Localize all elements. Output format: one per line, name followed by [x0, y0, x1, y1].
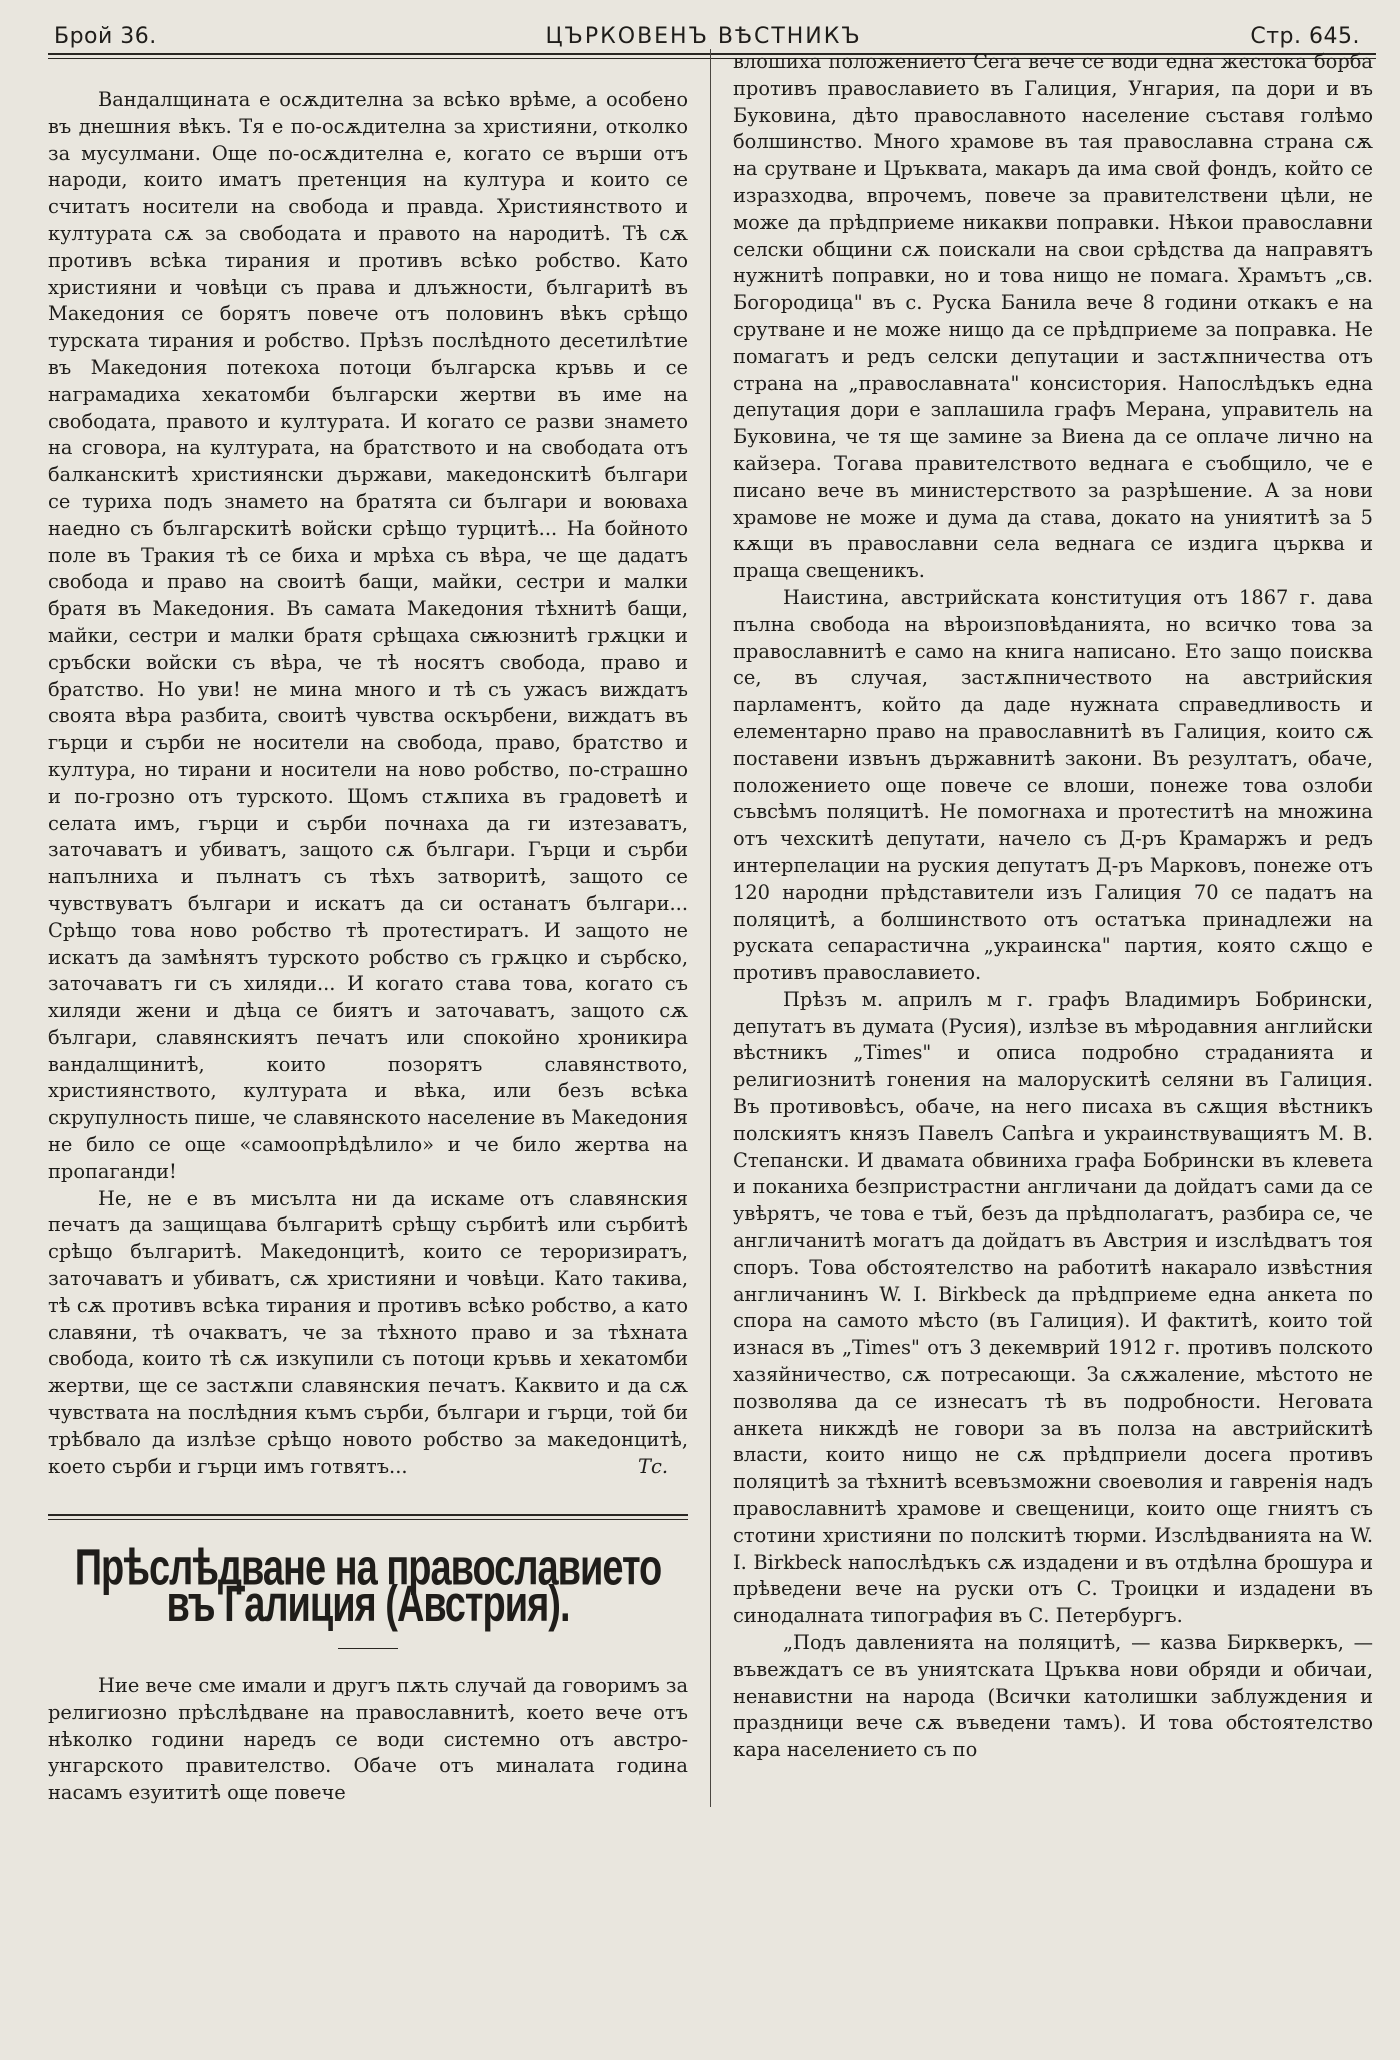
page-number: Стр. 645. — [1250, 24, 1360, 49]
article-paragraph: Ние вече сме имали и другъ пѫть случай да говоримъ за религиозно прѣслѣдване на православнитѣ, което вече отъ нѣколко години наредъ се води системно отъ австро-унгарското правителство. Обаче отъ миналата година насамъ езуититѣ още повече — [48, 1674, 688, 1805]
article-paragraph: Вандалщината е осѫдителна за всѣко врѣме, а особено въ днешния вѣкъ. Тя е по-осѫдителна за християни, отколко за мусулмани. Още по-осѫдителна е, когато се върши отъ народи, които иматъ претенция на култура и които се считатъ носители на свобода и правда. Християнството и културата сѫ за свободата и правото на народитѣ. Тѣ сѫ противъ всѣка тирания и противъ всѣко робство. Като християни и човѣци съ права и длъжности, българитѣ въ Македония се борятъ повече отъ половинъ вѣкъ срѣщо турската тирания и робство. Прѣзъ послѣдното десетилѣтие въ Македония потекоха потоци българска кръвь и се награмадиха хекатомби български жертви въ име на свободата, правото и културата. И когато се разви знамето на сговора, на културата, на братството и на свободата отъ балканскитѣ християнски държави, македонскитѣ българи се туриха подъ знамето на братята си българи и воюваха наедно съ българскитѣ войски срѣщо турцитѣ... На бойното поле въ Тракия тѣ се биха и мрѣха съ вѣра, че ще дадатъ свобода и право на своитѣ бащи, майки, сестри и малки братя въ Македония. Въ самата Македония тѣхнитѣ бащи, майки, сестри и малки братя срѣщаха сѭюзнитѣ грѫцки и сръбски войски съ вѣра, че тѣ носятъ свобода, право и братство. Но уви! не мина много и тѣ съ ужасъ виждатъ своята вѣра разбита, своитѣ чувства оскърбени, виждатъ въ гърци и сърби не носители на свобода, право, братство и култура, но тирани и носители на ново робство, по-страшно и по-грозно отъ турското. Щомъ стѫпиха въ градоветѣ и селата имъ, гърци и сърби почнаха да ги изтезаватъ, заточаватъ и убиватъ, защото сѫ българи. Гърци и сърби напълниха и пълнатъ съ тѣхъ затворитѣ, защото се чувствуватъ българи и искатъ да си останатъ българи... Срѣщо това ново робство тѣ протестиратъ. И защото не искатъ да замѣнятъ турското робство съ грѫцко и сърбско, заточаватъ ги съ хиляди... И когато става това, когато съ хиляди жени и дѣца се биятъ и заточаватъ, защото сѫ българи, славянскиятъ печатъ или спокойно хроникира вандалщинитѣ, които позорятъ славянството, християнството, културата и вѣка, или безъ всѣка скрупулность пише, че славянското население въ Македония не било се още «самоопрѣдѣлило» и че било жертва на пропаганди! — [48, 88, 688, 1183]
article-paragraph: влошиха положението Сега вече се води една жестока борба противъ православието въ Галиция, Унгария, па дори и въ Буковина, дѣто православното население съставя голѣмо болшинство. Много храмове въ тая православна страна сѫ на срутване и Цръквата, макаръ да има свой фондъ, който се изразходва, впрочемъ, повече за правителствени цѣли, не може да прѣдприеме никакви поправки. Нѣкои православни селски общини сѫ поискали на свои срѣдства да направятъ нужнитѣ поправки, но и това нищо не помага. Храмътъ „св. Богородица" въ с. Руска Банила вече 8 години откакъ е на срутване и не може нищо да се прѣдприеме за поправка. Не помагатъ и редъ селски депутации и застѫпничества отъ страна на „православната" консистория. Напослѣдъкъ една депутация дори е заплашила графъ Мерана, управитель на Буковина, че тя ще замине за Виена да се оплаче лично на кайзера. Тогава правителството веднага е съобщило, че е писано вече въ министерството за разрѣшение. А за нови храмове не може и дума да става, докато на униятитѣ за 5 кѫщи въ православни села веднага се издига църква и праща свещеникъ. — [733, 50, 1373, 583]
article-columns — [48, 50, 1376, 1807]
section-title: Прѣслѣдване на православието въ Галиция (Австрия). — [74, 1540, 662, 1634]
article-paragraph: Не, не е въ мисълта ни да искаме отъ славянския печатъ да защищава българитѣ срѣщу сърбитѣ или сърбитѣ срѣщо българитѣ. Македонцитѣ, които се тероризиратъ, заточаватъ и убиватъ, сѫ християни и човѣци. Като такива, тѣ сѫ противъ всѣка тирания и противъ всѣко робство, а като славяни, тѣ очакватъ, че за тѣхното право и за тѣхната свобода, които тѣ сѫ изкупили съ потоци кръвь и хекатомби жертви, ще се застѫпи славянския печатъ. Каквито и да сѫ чувствата на послѣдния къмъ сърби, българи и гърци, той би трѣбвало да излѣзе срѣщо новото робство за македонцитѣ, което сърби и гърци имъ готвятъ... — [48, 1186, 688, 1478]
right-column — [710, 49, 1373, 1807]
title-underline — [338, 1648, 398, 1649]
article-signature: Тс. — [638, 1454, 668, 1478]
article-paragraph: „Подъ давленията на поляцитѣ, — казва Биркверкъ, — въвеждатъ се въ униятската Цръква нови обряди и обичаи, ненавистни на народа (Всички католишки заблуждения и праздници вече сѫ въведени тамъ). И това обстоятелство кара населението съ по — [733, 1631, 1373, 1762]
issue-number: Брой 36. — [54, 24, 157, 49]
newspaper-title: ЦЪРКОВЕНЪ ВѢСТНИКЪ — [545, 24, 862, 49]
section-divider — [48, 1514, 688, 1520]
article-paragraph: Наистина, австрийската конституция отъ 1867 г. дава пълна свобода на вѣроизповѣданията, но всичко това за православнитѣ е само на книга написано. Ето защо поисква се, въ случая, застѫпничеството на австрийския парламентъ, който да даде нужната справедливость и елементарно право на православнитѣ въ Галиция, които сѫ поставени извънъ държавнитѣ закони. Въ резултатъ, обаче, положението още повече се влоши, понеже това озлоби съвсѣмъ поляцитѣ. Не помогнаха и протеститѣ на множина отъ чехскитѣ депутати, начело съ Д-ръ Крамаржъ и редъ интерпелации на руския депутатъ Д-ръ Марковъ, понеже отъ 120 народни прѣдставители изъ Галиция 70 се падатъ на поляцитѣ, а болшинството отъ остатъка принадлежи на руската сепарастична „украинска" партия, която сѫщо е противъ православието. — [733, 585, 1373, 985]
left-column — [48, 87, 710, 1807]
article-paragraph: Прѣзъ м. априлъ м г. графъ Владимиръ Бобрински, депутатъ въ думата (Русия), излѣзе въ мѣродавния английски вѣстникъ „Times" и описа подробно страданията и религиознитѣ гонения на малорускитѣ селяни въ Галиция. Въ противовѣсъ, обаче, на него писаха въ сѫщия вѣстникъ полскиятъ князъ Павелъ Сапѣга и украинствуващиятъ М. В. Степански. И двамата обвиниха графа Бобрински въ клевета и поканиха безпристрастни англичани да дойдатъ сами да се увѣрятъ, че това е тъй, безъ да прѣдполагатъ, разбира се, че англичанитѣ могатъ да дойдатъ въ Австрия и изслѣдватъ тоя споръ. Това обстоятелство на работитѣ накарало извѣстния англичанинъ W. I. Birkbeck да прѣдприеме една анкета по спора на самото мѣсто (въ Галиция). И фактитѣ, които той изнася въ „Times" отъ 3 декемврий 1912 г. противъ полското хазяйничество, сѫ потресающи. За сѫжаление, мѣстото не позволява да се изнесатъ тѣ въ подробности. Неговата анкета никждѣ не говори за въ полза на австрийскитѣ власти, които нищо не сѫ прѣдприели досега противъ поляцитѣ за тѣхнитѣ всевъзможни своеволия и гавренія надъ православнитѣ храмове и свещеници, които още гниятъ съ стотини християни по полскитѣ тюрми. Изслѣдванията на W. I. Birkbeck напослѣдъкъ сѫ издадени и въ отдѣлна брошура и прѣведени вече на руски отъ С. Троицки и издадени въ синодалната типография въ С. Петербургъ. — [733, 987, 1373, 1628]
